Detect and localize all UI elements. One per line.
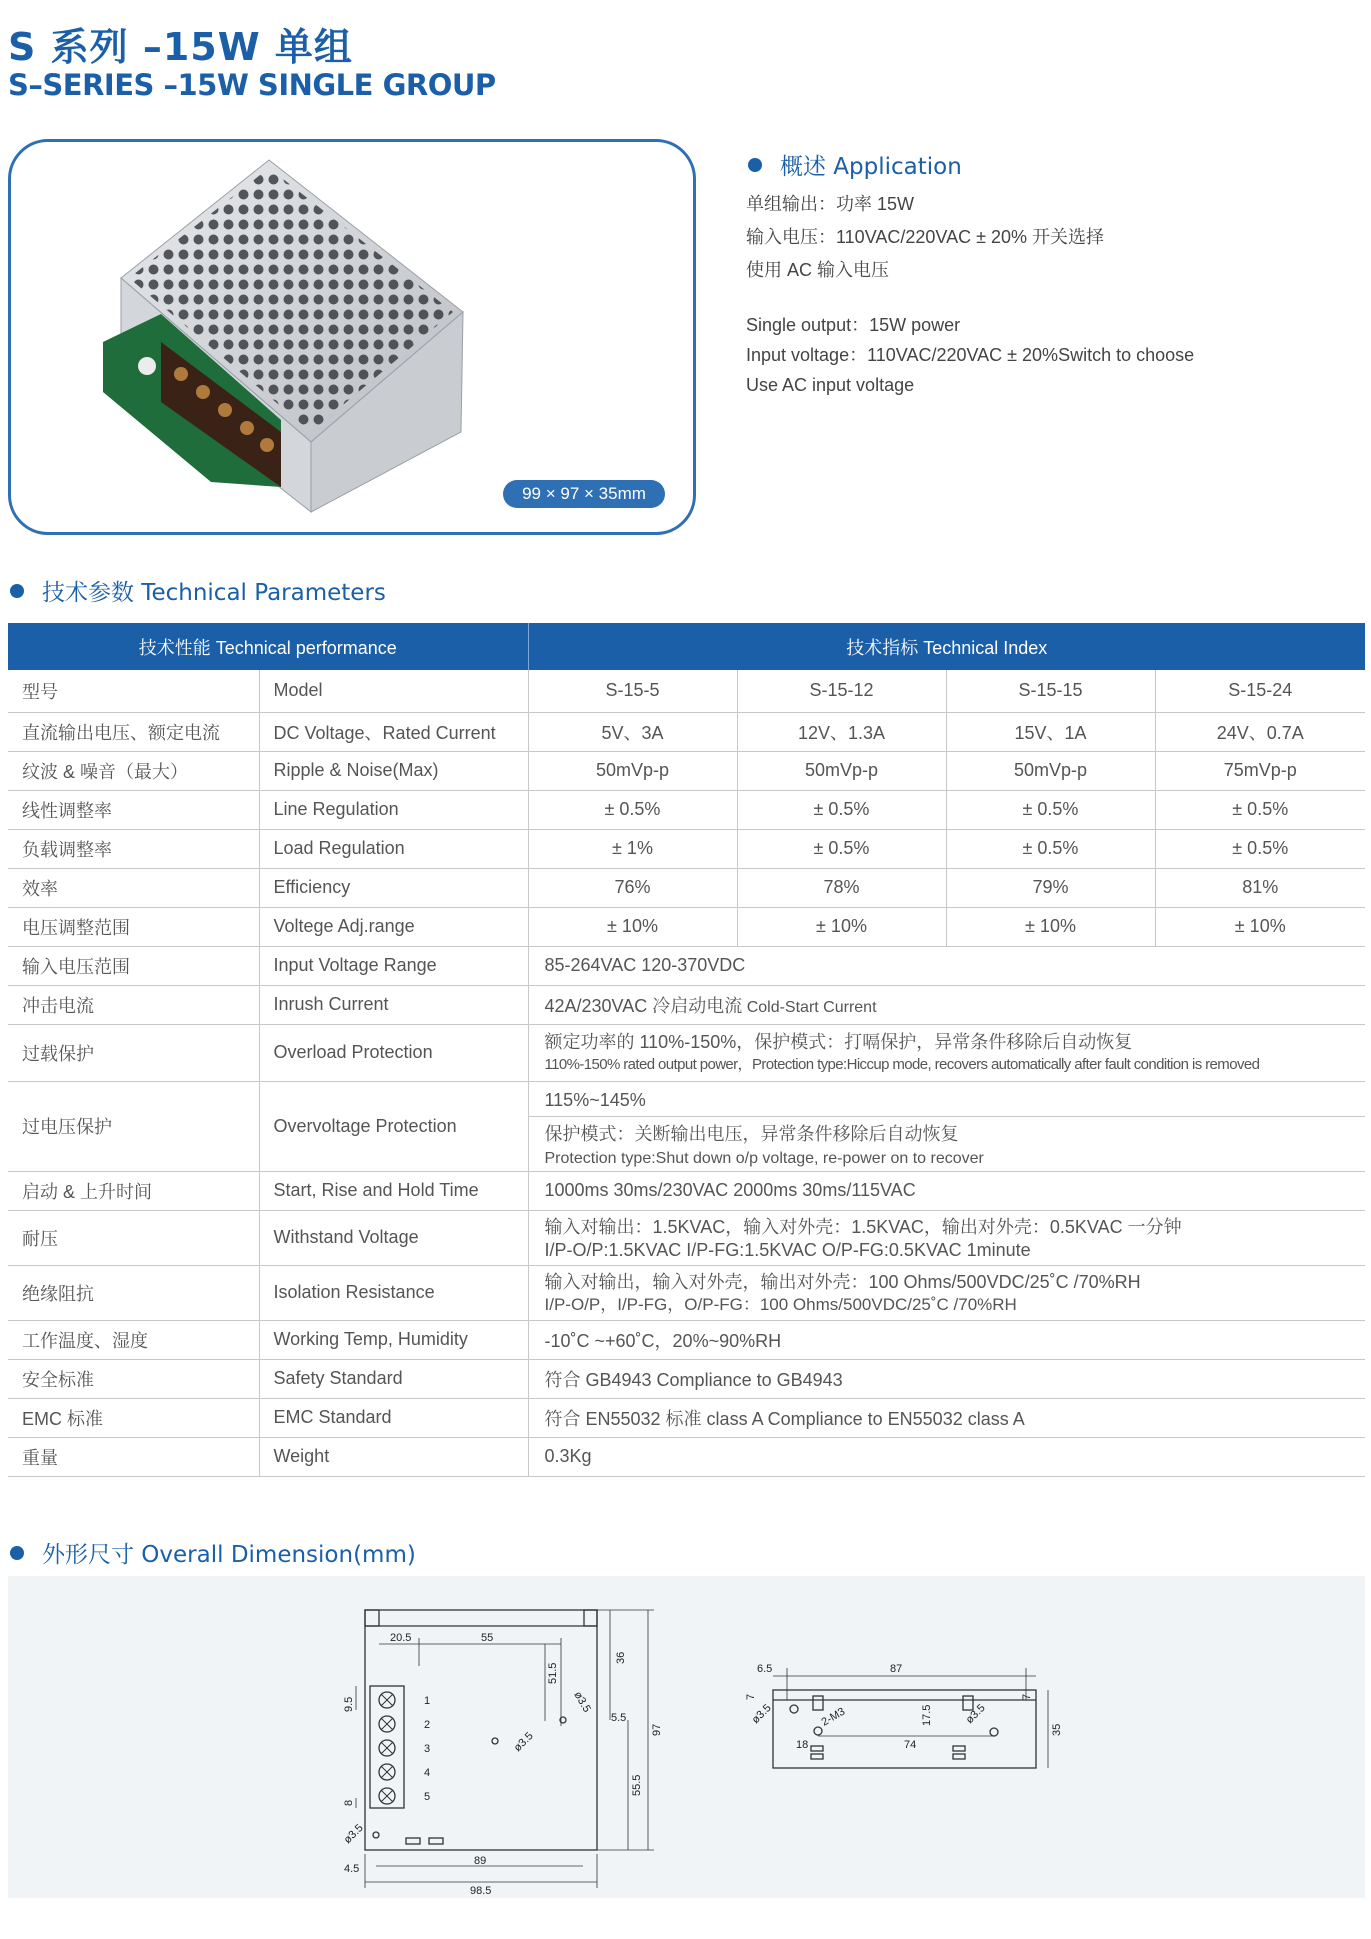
terminal-number: 1 [424, 1695, 431, 1707]
cell-value: 12V、1.3A [737, 712, 946, 751]
page-title-en: S–SERIES –15W SINGLE GROUP [8, 68, 496, 102]
overvoltage-line-en: Protection type:Shut down o/p voltage, re-power on to recover [544, 1149, 984, 1167]
cell-value: ± 10% [737, 907, 946, 946]
parameters-table [8, 623, 1365, 1477]
cell-value [528, 1210, 1365, 1265]
cell-value: 1000ms 30ms/230VAC 2000ms 30ms/115VAC [528, 1171, 1365, 1210]
dim-label: 7 [1021, 1693, 1033, 1700]
size-badge: 99 × 97 × 35mm [503, 480, 665, 508]
cell-value: 50mVp-p [946, 751, 1155, 790]
application-en-line: Input voltage：110VAC/220VAC ± 20%Switch to choose [746, 345, 1195, 365]
cell-value: 5V、3A [528, 712, 737, 751]
model-value: S-15-5 [528, 670, 737, 712]
row-label-cn: 直流输出电压、额定电流 [8, 712, 259, 751]
application-en-text [746, 310, 1194, 400]
row-label-cn: 电压调整范围 [8, 907, 259, 946]
row-label-en: EMC Standard [259, 1398, 528, 1437]
dim-label: 36 [615, 1651, 627, 1664]
table-row [8, 790, 1365, 829]
dim-label: ø3.5 [749, 1702, 774, 1727]
row-label-cn: 重量 [8, 1437, 259, 1476]
table-row-model [8, 670, 1365, 712]
cell-value: 75mVp-p [1155, 751, 1365, 790]
row-label-en: Efficiency [259, 868, 528, 907]
cell-value: ± 0.5% [1155, 790, 1365, 829]
table-row [8, 712, 1365, 751]
application-heading [748, 148, 962, 181]
row-label-en: Overvoltage Protection [259, 1081, 528, 1171]
cell-value: ± 0.5% [946, 829, 1155, 868]
row-label-cn: 耐压 [8, 1210, 259, 1265]
dim-label: ø3.5 [963, 1702, 988, 1727]
cell-value: 79% [946, 868, 1155, 907]
dim-label: 97 [651, 1723, 663, 1736]
dim-label: 89 [474, 1855, 487, 1867]
dim-label: 55.5 [631, 1774, 643, 1796]
row-label-en: Ripple & Noise(Max) [259, 751, 528, 790]
dim-label: 5.5 [611, 1712, 627, 1724]
power-supply-illustration [11, 142, 696, 535]
dim-label: 55 [481, 1632, 494, 1644]
cell-value: ± 0.5% [528, 790, 737, 829]
dim-label: 18 [796, 1739, 809, 1751]
application-cn-line: 单组输出：功率 15W [746, 194, 915, 214]
row-label-cn: 工作温度、湿度 [8, 1320, 259, 1359]
withstand-line-en: I/P-O/P:1.5KVAC I/P-FG:1.5KVAC O/P-FG:0.5KVAC 1minute [544, 1239, 1031, 1260]
cell-value: 81% [1155, 868, 1365, 907]
table-row [8, 1265, 1365, 1320]
table-row [8, 1359, 1365, 1398]
row-label-en: Inrush Current [259, 985, 528, 1024]
bullet-icon [748, 158, 762, 172]
row-label-cn: 纹波 & 噪音（最大） [8, 751, 259, 790]
cell-value: ± 0.5% [946, 790, 1155, 829]
row-label-cn: 线性调整率 [8, 790, 259, 829]
row-label-cn: EMC 标准 [8, 1398, 259, 1437]
row-label-cn: 负载调整率 [8, 829, 259, 868]
row-label-cn: 输入电压范围 [8, 946, 259, 985]
table-row [8, 907, 1365, 946]
overvoltage-range: 115%~145% [529, 1084, 1366, 1117]
cell-value: 0.3Kg [528, 1437, 1365, 1476]
cell-value: 符合 EN55032 标准 class A Compliance to EN55032 class A [528, 1398, 1365, 1437]
row-label-cn: 启动 & 上升时间 [8, 1171, 259, 1210]
cell-value: 50mVp-p [528, 751, 737, 790]
dimension-heading [10, 1536, 416, 1569]
table-row [8, 868, 1365, 907]
dim-label: 6.5 [757, 1663, 773, 1675]
dim-label: ø3.5 [341, 1822, 366, 1847]
table-row [8, 751, 1365, 790]
model-value: S-15-15 [946, 670, 1155, 712]
model-value: S-15-12 [737, 670, 946, 712]
dimension-drawing [8, 1576, 1365, 1898]
overvoltage-line-cn: 保护模式：关断输出电压，异常条件移除后自动恢复 [544, 1123, 959, 1144]
dimension-drawing-panel [8, 1576, 1365, 1898]
table-header-row [8, 623, 1365, 670]
cell-value: ± 1% [528, 829, 737, 868]
cell-value: ± 0.5% [737, 829, 946, 868]
inrush-value-en: Cold-Start Current [742, 998, 877, 1016]
row-label-en: Voltege Adj.range [259, 907, 528, 946]
application-en-line: Use AC input voltage [746, 375, 915, 395]
bullet-icon [10, 584, 24, 598]
table-row [8, 946, 1365, 985]
terminal-number: 5 [424, 1791, 431, 1803]
bullet-icon [10, 1546, 24, 1560]
row-label-en: Withstand Voltage [259, 1210, 528, 1265]
top-view-outline [365, 1610, 597, 1850]
dim-label: 98.5 [470, 1885, 492, 1897]
cell-value: 符合 GB4943 Compliance to GB4943 [528, 1359, 1365, 1398]
row-label-cn: 型号 [8, 670, 259, 712]
dim-label: 8 [343, 1799, 355, 1806]
params-heading-text: 技术参数 Technical Parameters [42, 580, 386, 606]
dim-label: 74 [904, 1739, 917, 1751]
cell-value [528, 1081, 1365, 1171]
cell-value [528, 985, 1365, 1024]
cell-value: ± 0.5% [737, 790, 946, 829]
cell-value: 76% [528, 868, 737, 907]
application-cn-text [746, 188, 1104, 287]
row-label-en: DC Voltage、Rated Current [259, 712, 528, 751]
cell-value: 24V、0.7A [1155, 712, 1365, 751]
header-index: 技术指标 Technical Index [528, 623, 1365, 670]
row-label-en: Start, Rise and Hold Time [259, 1171, 528, 1210]
application-cn-line: 使用 AC 输入电压 [746, 260, 890, 280]
cell-value: -10˚C ~+60˚C，20%~90%RH [528, 1320, 1365, 1359]
cell-value: 78% [737, 868, 946, 907]
isolation-line-cn: 输入对输出，输入对外壳，输出对外壳：100 Ohms/500VDC/25˚C /70%RH [544, 1271, 1141, 1292]
table-row [8, 1398, 1365, 1437]
dim-label: 20.5 [390, 1632, 412, 1644]
dimension-heading-text: 外形尺寸 Overall Dimension(mm) [42, 1542, 416, 1568]
row-label-cn: 冲击电流 [8, 985, 259, 1024]
cell-value [528, 1024, 1365, 1081]
inrush-value: 42A/230VAC 冷启动电流 [544, 995, 743, 1016]
page-title-cn: S 系列 –15W 单组 [8, 25, 353, 69]
dim-label: ø3.5 [511, 1730, 536, 1755]
terminal-number: 2 [424, 1719, 431, 1731]
table-row [8, 1437, 1365, 1476]
row-label-en: Overload Protection [259, 1024, 528, 1081]
isolation-line-en: I/P-O/P，I/P-FG，O/P-FG：100 Ohms/500VDC/25˚C /70%RH [544, 1294, 1017, 1314]
table-row [8, 1171, 1365, 1210]
row-label-en: Working Temp, Humidity [259, 1320, 528, 1359]
cell-value [528, 1265, 1365, 1320]
application-en-line: Single output：15W power [746, 315, 961, 335]
dim-label: 87 [890, 1663, 903, 1675]
row-label-en: Isolation Resistance [259, 1265, 528, 1320]
cell-value: ± 0.5% [1155, 829, 1365, 868]
dim-label: 4.5 [344, 1863, 360, 1875]
cell-value: ± 10% [528, 907, 737, 946]
row-label-cn: 绝缘阻抗 [8, 1265, 259, 1320]
dim-label: 51.5 [547, 1662, 559, 1684]
dim-label: ø3.5 [571, 1689, 593, 1715]
row-label-en: Safety Standard [259, 1359, 528, 1398]
row-label-en: Input Voltage Range [259, 946, 528, 985]
cell-value: 85-264VAC 120-370VDC [528, 946, 1365, 985]
table-row [8, 829, 1365, 868]
row-label-cn: 安全标准 [8, 1359, 259, 1398]
overload-line-cn: 额定功率的 110%-150%，保护模式：打嗝保护，异常条件移除后自动恢复 [544, 1031, 1133, 1052]
dim-label: 2-M3 [819, 1705, 848, 1729]
table-row [8, 985, 1365, 1024]
cell-value: ± 10% [946, 907, 1155, 946]
params-heading [10, 574, 386, 607]
row-label-en: Weight [259, 1437, 528, 1476]
table-row [8, 1320, 1365, 1359]
header-performance: 技术性能 Technical performance [8, 623, 528, 670]
application-cn-line: 输入电压：110VAC/220VAC ± 20% 开关选择 [746, 227, 1104, 247]
dim-label: 7 [745, 1693, 757, 1700]
cell-value: ± 10% [1155, 907, 1365, 946]
dim-label: 17.5 [921, 1704, 933, 1726]
cell-value: 15V、1A [946, 712, 1155, 751]
row-label-cn: 效率 [8, 868, 259, 907]
table-row [8, 1024, 1365, 1081]
overload-line-en: 110%-150% rated output power，Protection type:Hiccup mode, recovers automatically after fault condition is removed [544, 1055, 1260, 1073]
table-row [8, 1210, 1365, 1265]
terminal-number: 4 [424, 1767, 431, 1779]
row-label-en: Load Regulation [259, 829, 528, 868]
withstand-line-cn: 输入对输出：1.5KVAC，输入对外壳：1.5KVAC，输出对外壳：0.5KVAC 一分钟 [544, 1216, 1182, 1237]
model-value: S-15-24 [1155, 670, 1365, 712]
terminal-number: 3 [424, 1743, 431, 1755]
row-label-cn: 过电压保护 [8, 1081, 259, 1171]
row-label-en: Line Regulation [259, 790, 528, 829]
row-label-cn: 过载保护 [8, 1024, 259, 1081]
table-row [8, 1081, 1365, 1171]
row-label-en: Model [259, 670, 528, 712]
application-heading-text: 概述 Application [780, 154, 962, 180]
dim-label: 35 [1051, 1723, 1063, 1736]
dim-label: 9.5 [343, 1696, 355, 1712]
product-image-frame [8, 139, 696, 535]
cell-value: 50mVp-p [737, 751, 946, 790]
